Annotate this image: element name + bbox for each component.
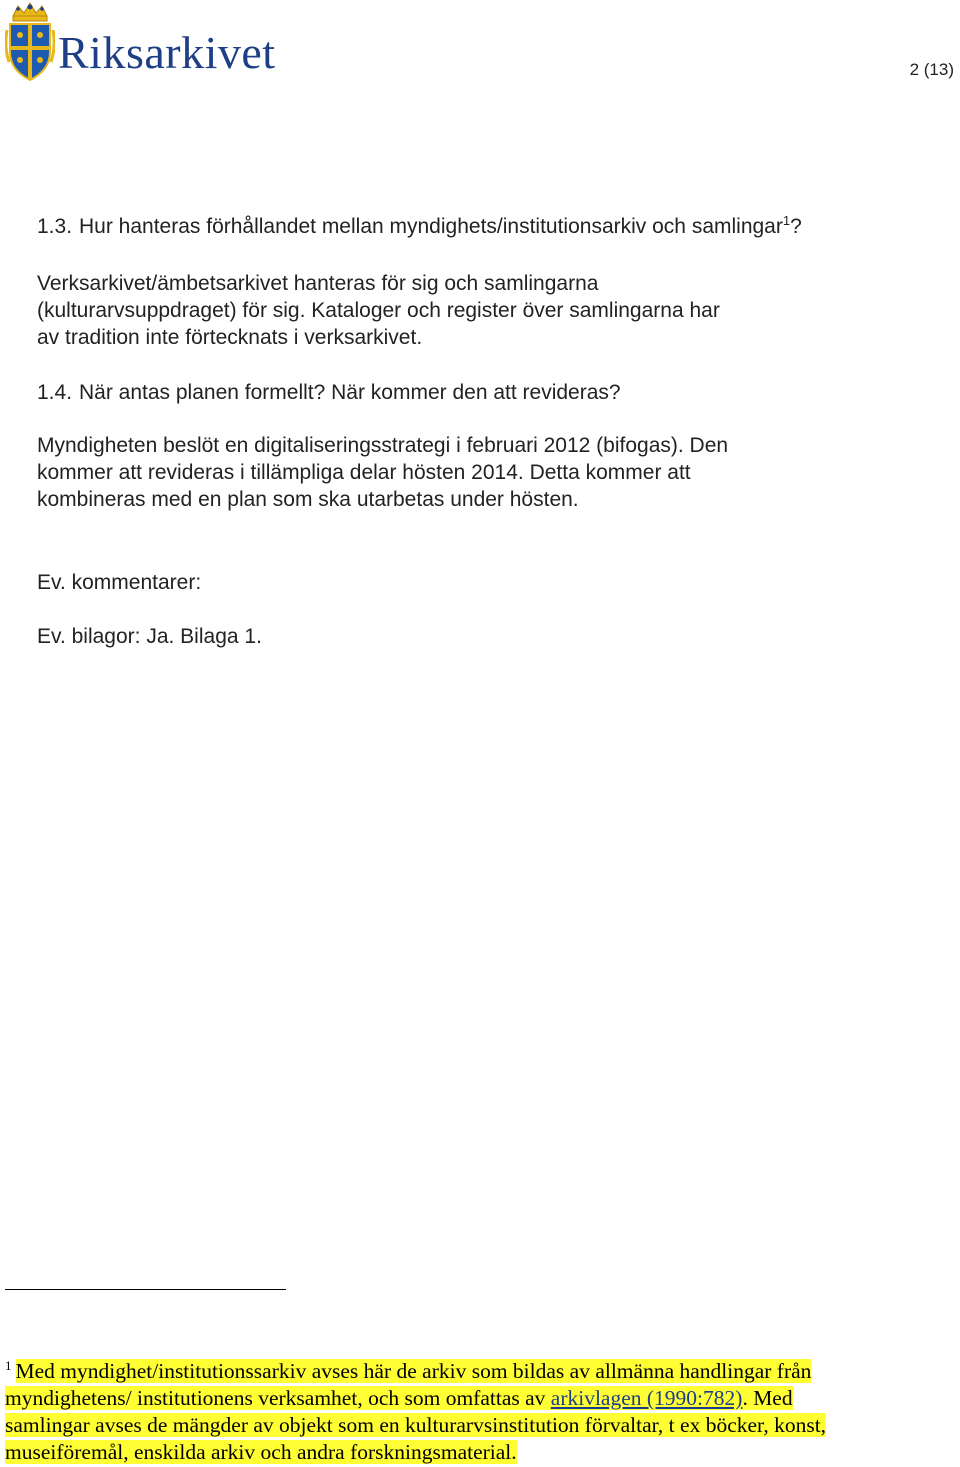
section-title: När antas planen formellt? När kommer den att revideras? [79,381,621,404]
paragraph-line: Myndigheten beslöt en digitaliseringsstrategi i februari 2012 (bifogas). Den [37,434,729,457]
footnote-line: museiföremål, enskilda arkiv och andra forskningsmaterial. [5,1440,517,1464]
page-number: 2 (13) [909,60,954,79]
attachments-label: Ev. bilagor: Ja. Bilaga 1. [37,625,262,648]
paragraph-line: kombineras med en plan som ska utarbetas under hösten. [37,488,579,511]
logo-wordmark: Riksarkivet [58,27,276,78]
paragraph-line: (kulturarvsuppdraget) för sig. Kataloger och register över samlingarna har [37,299,720,322]
paragraph-line: kommer att revideras i tillämpliga delar hösten 2014. Detta kommer att [37,461,691,484]
section-1-4-answer [37,432,917,513]
section-title: Hur hanteras förhållandet mellan myndighets/institutionsarkiv och samlingar$^1$? [79,213,802,238]
footnote-line: Med myndighet/institutionssarkiv avses här de arkiv som bildas av allmänna handlingar från [15,1359,812,1383]
footnote-line: samlingar avses de mängder av objekt som en kulturarvsinstitution förvaltar, t ex böcker, konst, [5,1413,827,1437]
paragraph-line: av tradition inte förtecknats i verksarkivet. [37,326,423,349]
footnote-separator [5,1289,286,1290]
section-heading-1-3 [37,213,802,240]
comments-label: Ev. kommentarer: [37,571,202,594]
crest-icon [5,2,55,84]
paragraph-line: Verksarkivet/ämbetsarkivet hanteras för sig och samlingarna [37,272,599,295]
riksarkivet-logo [5,2,276,86]
section-number: 1.3. [37,215,73,238]
footnote: $^1$ Med myndighet/institutionssarkiv avses här de arkiv som bildas av allmänna handlingar från myndighetens/ institutionens verksamhet, och som omfattas av arkivlagen (1990:782). Med samlingar avses de mängder av objekt som en kulturarvsinstitution förvaltar, t ex böcker, konst, museiföremål, enskilda arkiv och andra forskningsmaterial. [5,1357,827,1464]
section-number: 1.4. [37,381,73,404]
footnote-reference[interactable]: 1 [782,213,791,228]
section-heading-1-4 [37,379,621,406]
footnote-marker: 1 [5,1357,12,1373]
section-1-3-answer [37,270,917,351]
arkivlagen-link[interactable]: arkivlagen (1990:782) [550,1386,743,1410]
footnote-line: myndighetens/ institutionens verksamhet, och som omfattas av [5,1386,551,1410]
